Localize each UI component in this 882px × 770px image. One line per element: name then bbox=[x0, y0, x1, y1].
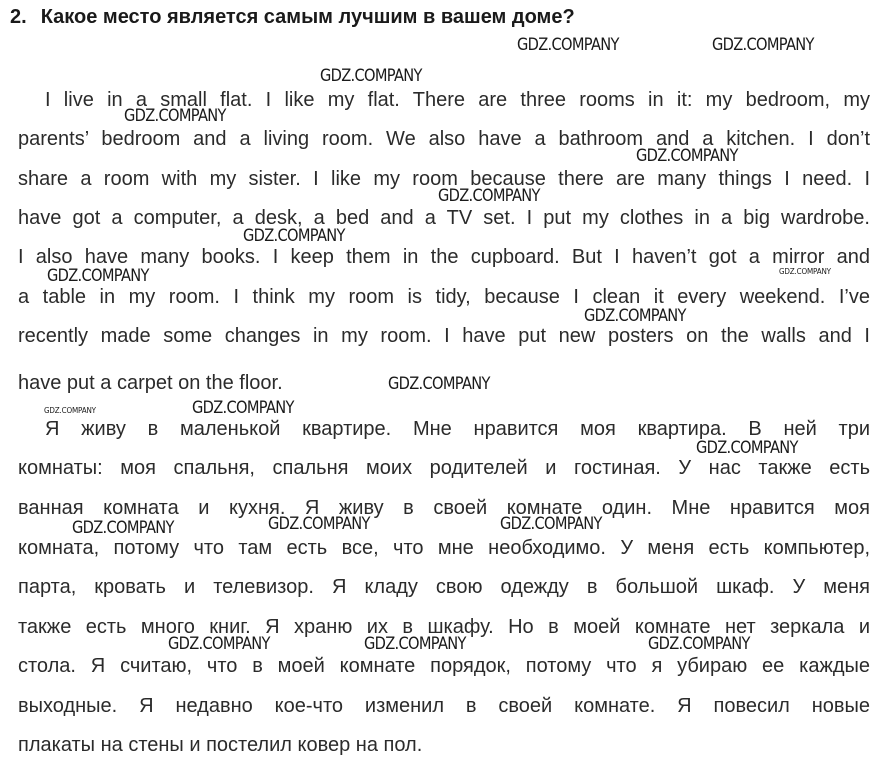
text-line: have got a computer, a desk, a bed and a TV set. I put my clothes in a big wardrobe. bbox=[18, 207, 870, 229]
watermark: GDZ.COMPANY bbox=[268, 514, 370, 534]
text-line: парта, кровать и телевизор. Я кладу свою одежду в большой шкаф. У меня bbox=[18, 576, 870, 598]
text-line: recently made some changes in my room. I have put new posters on the walls and I bbox=[18, 325, 870, 347]
watermark: GDZ.COMPANY bbox=[388, 374, 490, 394]
watermark: GDZ.COMPANY bbox=[712, 35, 814, 55]
watermark: GDZ.COMPANY bbox=[636, 146, 738, 166]
watermark: GDZ.COMPANY bbox=[243, 226, 345, 246]
text-line: также есть много книг. Я храню их в шкафу. Но в моей комнате нет зеркала и bbox=[18, 616, 870, 638]
watermark: GDZ.COMPANY bbox=[320, 66, 422, 86]
watermark: GDZ.COMPANY bbox=[517, 35, 619, 55]
watermark: GDZ.COMPANY bbox=[124, 106, 226, 126]
text-line: выходные. Я недавно кое-что изменил в своей комнате. Я повесил новые bbox=[18, 695, 870, 717]
watermark: GDZ.COMPANY bbox=[584, 306, 686, 326]
text-line: parents’ bedroom and a living room. We also have a bathroom and a kitchen. I don’t bbox=[18, 128, 870, 150]
text-line: I live in a small flat. I like my flat. There are three rooms in it: my bedroom, my bbox=[45, 89, 870, 111]
text-line: share a room with my sister. I like my room because there are many things I need. I bbox=[18, 168, 870, 190]
watermark: GDZ.COMPANY bbox=[779, 267, 831, 276]
watermark: GDZ.COMPANY bbox=[438, 186, 540, 206]
watermark: GDZ.COMPANY bbox=[44, 406, 96, 415]
watermark: GDZ.COMPANY bbox=[500, 514, 602, 534]
watermark: GDZ.COMPANY bbox=[696, 438, 798, 458]
watermark: GDZ.COMPANY bbox=[364, 634, 466, 654]
text-line: a table in my room. I think my room is tidy, because I clean it every weekend. I’ve bbox=[18, 286, 870, 308]
text-line: Я живу в маленькой квартире. Мне нравится моя квартира. В ней три bbox=[45, 418, 870, 440]
text-line: комнаты: моя спальня, спальня моих родителей и гостиная. У нас также есть bbox=[18, 457, 870, 479]
text-line: I also have many books. I keep them in the cupboard. But I haven’t got a mirror and bbox=[18, 246, 870, 268]
text-line: ванная комната и кухня. Я живу в своей комнате один. Мне нравится моя bbox=[18, 497, 870, 519]
question-heading bbox=[10, 6, 575, 29]
watermark: GDZ.COMPANY bbox=[192, 398, 294, 418]
text-line: have put a carpet on the floor. bbox=[18, 372, 283, 394]
text-line: плакаты на стены и постелил ковер на пол. bbox=[18, 734, 423, 756]
watermark: GDZ.COMPANY bbox=[72, 518, 174, 538]
question-text: Какое место является самым лучшим в вашем доме? bbox=[40, 6, 575, 28]
text-line: стола. Я считаю, что в моей комнате порядок, потому что я убираю ее каждые bbox=[18, 655, 870, 677]
watermark: GDZ.COMPANY bbox=[168, 634, 270, 654]
watermark: GDZ.COMPANY bbox=[648, 634, 750, 654]
question-number: 2. bbox=[10, 6, 27, 28]
text-line: комната, потому что там есть все, что мне необходимо. У меня есть компьютер, bbox=[18, 537, 870, 559]
watermark: GDZ.COMPANY bbox=[47, 266, 149, 286]
